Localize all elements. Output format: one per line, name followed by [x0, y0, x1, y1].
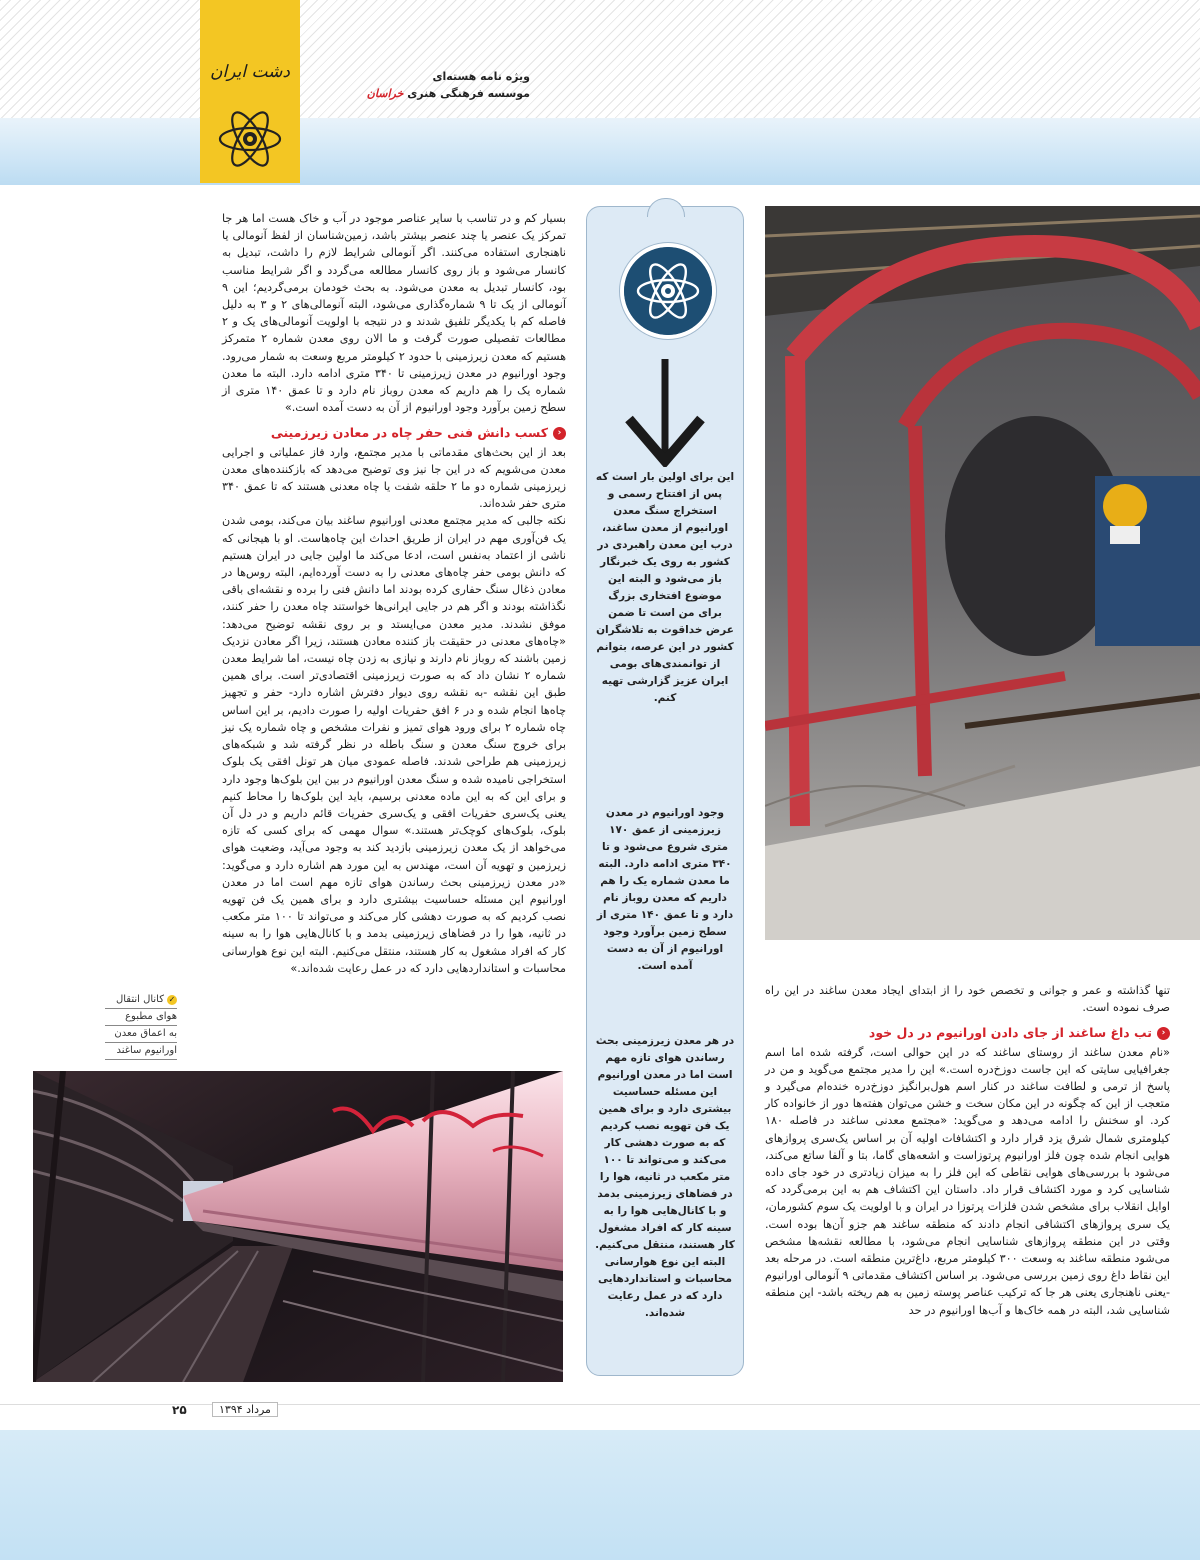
sidebar-quote-1: این برای اولین بار است که پس از افتتاح رسمی و استخراج سنگ معدن اورانیوم از معدن ساغند، درب این معدن راهبردی در کشور به روی یک خبرنگار باز می‌شود و البته این موضوع افتخاری بزرگ برای من است تا ضمن عرض خداقوت به تلاشگران کشور در این عرصه، بتوانم از توانمندی‌های بومی ایران عزیز گزارشی تهیه کنم. [595, 471, 735, 704]
header-wave [0, 118, 1200, 185]
left-article-column [222, 210, 566, 977]
page-number: ۲۵ [172, 1403, 187, 1417]
photo-caption [105, 992, 177, 1060]
masthead-publisher-accent: خراسان [366, 87, 404, 100]
atom-logo-icon [216, 105, 284, 173]
pull-quote-sidebar [586, 206, 744, 1376]
masthead-publisher-prefix: موسسه فرهنگی هنری [407, 87, 530, 100]
right-section-heading-text: تب داغ ساغند از جای دادن اورانیوم در دل خود [868, 1025, 1152, 1041]
left-paragraph-2: بعد از این بحث‌های مقدماتی با مدیر مجتمع، وارد فاز عملیاتی و اجرایی معدن می‌شویم که در این جا نیز وی توضیح می‌دهد که بازکننده‌های معدن زیرزمینی شماره دو ما ۲ حلقه شفت یا چاه معدنی هستند که تا عمق ۳۴۰ متری حفر شده‌اند. [222, 445, 567, 511]
miner-tunnel-photo [765, 206, 1200, 940]
magazine-logo-block [200, 0, 300, 183]
left-section-heading [222, 424, 566, 441]
tunnel-ventilation-photo [33, 1071, 563, 1382]
left-paragraph-3: نکته جالبی که مدیر مجتمع معدنی اورانیوم ساغند بیان می‌کند، بومی شدن یک فن‌آوری مهم در ایران از طریق احداث این چاه‌هاست. او با هیجانی که ناشی از اعتماد به‌نفس است، ادعا می‌کند ما اولین جایی در ایران هستیم که دانش بومی حفر چاه‌های معدنی را به دست آورده‌ایم، البته روس‌ها در معادن ذغال سنگ حفاری کرده بودند اما دانش فنی را برده و نقشه‌ای باقی نگذاشته بودند و اگر هم در جایی ایرانی‌ها خواستند چاه معدن را حفر کنند، موفق نشدند. مدیر معدن می‌ایستد و بر روی نقشه توضیح می‌دهد: «چاه‌های معدنی در حقیقت باز کننده معادن هستند، زیرا اگر معادن نزدیک زمین باشند که روباز نام دارند و نیازی به زدن چاه نیست، اما شرایط معدن شماره ۲ نشان داد که به صورت زیرزمینی اقتصادی‌تر است. برای همین طبق این نقشه -به نقشه روی دیوار دفترش اشاره دارد- حفر و تجهیز چاه‌ها انجام شده و در ۶ افق حفریات اولیه را صورت دادیم، بر این اساس چاه شماره ۲ برای ورود هوای تمیز و نفرات مشخص و چاه شماره یک نیز برای خروج سنگ معدن و سنگ باطله در نظر گرفته شد و شبکه‌های زیرزمینی هم طراحی شدند. فاصله عمودی میان هر تونل افقی یک بلوک استخراجی نامیده شده و سنگ معدن اورانیوم در بین این بلوک‌ها وجود دارد و برای این که به این ماده معدنی برسیم، باید این بلوک‌ها را محاط کنیم یعنی یک‌سری حفریات افقی و یک‌سری حفریات قائم داریم و در دل آن بلوک، بلوک‌های کوچک‌تر هستند.» سوال مهمی که برای کسی که تازه می‌خواهد از یک معدن زیرزمینی بازدید کند به وجود می‌آید، وضعیت هوای زیرزمین و تهویه آن است، مهندس به این مورد هم اشاره دارد و می‌گوید: «در معدن زیرزمینی بحث رساندن هوای تازه مهم است اما در معدن اورانیوم این مسئله حساسیت بیشتری دارد و برای همین یک فن تهویه نصب کردیم که به صورت دهشی کار می‌کند و می‌تواند تا ۱۰۰ متر مکعب در ثانیه، هوا را در فضاهای زیرزمینی بدمد و با کانال‌هایی هوا را به سینه کار که افراد مشغول به کار هستند، منتقل می‌کنیم. البته این نوع هوارسانی محاسبات و استانداردهایی دارد که در عمل رعایت شده‌اند.» [222, 514, 566, 975]
atom-icon [620, 243, 716, 339]
logo-text: دشت ایران [210, 62, 290, 82]
right-paragraph-1: تنها گذاشته و عمر و جوانی و تخصص خود را از ابتدای ایجاد معدن ساغند در این راه صرف نموده است. [765, 984, 1170, 1015]
sidebar-tab [647, 198, 685, 217]
masthead-special-issue: ویژه نامه هسته‌ای [432, 70, 530, 83]
masthead [300, 70, 530, 100]
chevron-bullet-icon: ‹ [1157, 1027, 1170, 1040]
left-section-heading-text: کسب دانش فنی حفر چاه در معادن زیرزمینی [270, 425, 548, 441]
down-arrow-icon [625, 357, 705, 467]
left-paragraph-1: بسیار کم و در تناسب با سایر عناصر موجود در آب و خاک هست اما هر جا تمرکز یک عنصر یا چند عنصر بیشتر باشد، زمین‌شناسان از لفظ آنومالی یا ناهنجاری استفاده می‌کنند. اگر آنومالی شرایط لازم را داشت، تبدیل به کانسار می‌شود و باز روی کانسار مطالعه می‌گردد و اگر شرایط مناسب بود، کانسار تبدیل به معدن می‌شود. به بحث خودمان برمی‌گردیم؛ این ۹ آنومالی از یک تا ۹ شماره‌گذاری می‌شود، البته آنومالی‌های ۲ و ۳ به دلیل فاصله کم با یکدیگر تلفیق شدند و در نتیجه با اولویت آنومالی‌های یک و ۲ مطالعات تفصیلی صورت گرفت و ما الان روی معدن شماره ۲ متمرکز هستیم که معدن زیرزمینی با حدود ۲ کیلومتر مربع وسعت به شمار می‌رود. وجود اورانیوم در معدن زیرزمینی تا ۳۴۰ متری ادامه دارد. البته ما معدن شماره یک را هم داریم که معدن روباز نام دارد و تا عمق ۱۴۰ متری از سطح زمین برآورد وجود اورانیوم از آن به دست آمده است.» [222, 212, 567, 415]
caption-line-3: به اعماق معدن [105, 1026, 177, 1043]
caption-line-4: اورانیوم ساغند [105, 1043, 177, 1060]
check-bullet-icon: ✓ [168, 995, 176, 1004]
issue-date: مرداد ۱۳۹۴ [212, 1402, 278, 1417]
chevron-bullet-icon: ‹ [553, 427, 566, 440]
masthead-publisher [300, 87, 530, 100]
caption-line-2: هوای مطبوع [105, 1009, 177, 1026]
sidebar-quote-3: در هر معدن زیرزمینی بحث رساندن هوای تازه مهم است اما در معدن اورانیوم این مسئله حساسیت بیشتری دارد و برای همین یک فن تهویه نصب کردیم که به صورت دهشی کار می‌کند و می‌تواند تا ۱۰۰ متر مکعب در ثانیه، هوا را در فضاهای زیرزمینی بدمد و با کانال‌هایی هوا را به سینه کار که افراد مشغول کار هستند، منتقل می‌کنیم. البته این نوع هوارسانی محاسبات و استانداردهایی دارد که در عمل رعایت شده‌اند. [595, 1035, 735, 1319]
right-article-column [765, 982, 1170, 1319]
right-section-heading [765, 1024, 1170, 1041]
caption-line-1: کانال انتقال [115, 994, 164, 1005]
right-paragraph-2: «نام معدن ساغند از روستای ساغند که در این حوالی است، گرفته شده اما اسم جغرافیایی سایتی که این جاست دوزخ‌دره است.» این را مدیر مجتمع می‌گوید و من در پاسخ از ترمی و لطافت ساغند در کنار اسم هول‌برانگیز دوزخ‌دره خنده‌ام می‌گیرد و متعجب از این که چگونه در این مکان سخت و خشن می‌توان هفته‌ها دور از خانواده کار کرد. او سخنش را ادامه می‌دهد و می‌گوید: «مجتمع معدنی ساغند در فاصله ۱۸۰ کیلومتری شمال شرق یزد قرار دارد و اکتشافات اولیه آن بر اساس یک‌سری پروازهای هوایی انجام شده چون فلز اورانیوم پرتوزاست و اشعه‌های گاما، بتا و آلفا ساتع می‌کند، می‌شود با بررسی‌های هوایی نقاطی که این فلز را به میزان زیادتری در خود جای داده شناسایی کرد و مورد اکتشاف قرار داد. داستان این اکتشاف هم به این برمی‌گردد که اوایل انقلاب برای مشخص شدن فلزات پرتوزا در ایران و با اولویت یک سوم کشورمان، یک سری پروازهای اکتشافی انجام دادند که منطقه ساغند هم جزو آن‌ها بوده است. وقتی در این منطقه پروازهای شناسایی انجام می‌شود، با مطالعه نقشه‌ها مشخص می‌شود منطقه ساغند به وسعت ۳۰۰ کیلومتر مربع، داغ‌ترین منطقه است. در مرحله بعد این نقاط داغ روی زمین بررسی می‌شود. بر اساس اکتشاف مقدماتی ۹ آنومالی اورانیوم -یعنی ناهنجاری یعنی هر جا که ترکیب عناصر پوسته زمین به هم ریخته باشد- این منطقه شناسایی شد، البته در همه خاک‌ها و آب‌ها اورانیوم در حد [765, 1045, 1171, 1317]
sidebar-quote-2: وجود اورانیوم در معدن زیرزمینی از عمق ۱۷۰ متری شروع می‌شود و تا ۳۴۰ متری ادامه دارد. البته ما معدن شماره یک را هم داریم که معدن روباز نام دارد و تا عمق ۱۴۰ متری از سطح زمین برآورد وجود اورانیوم از آن به دست آمده است. [596, 807, 734, 972]
footer-band [0, 1430, 1200, 1560]
